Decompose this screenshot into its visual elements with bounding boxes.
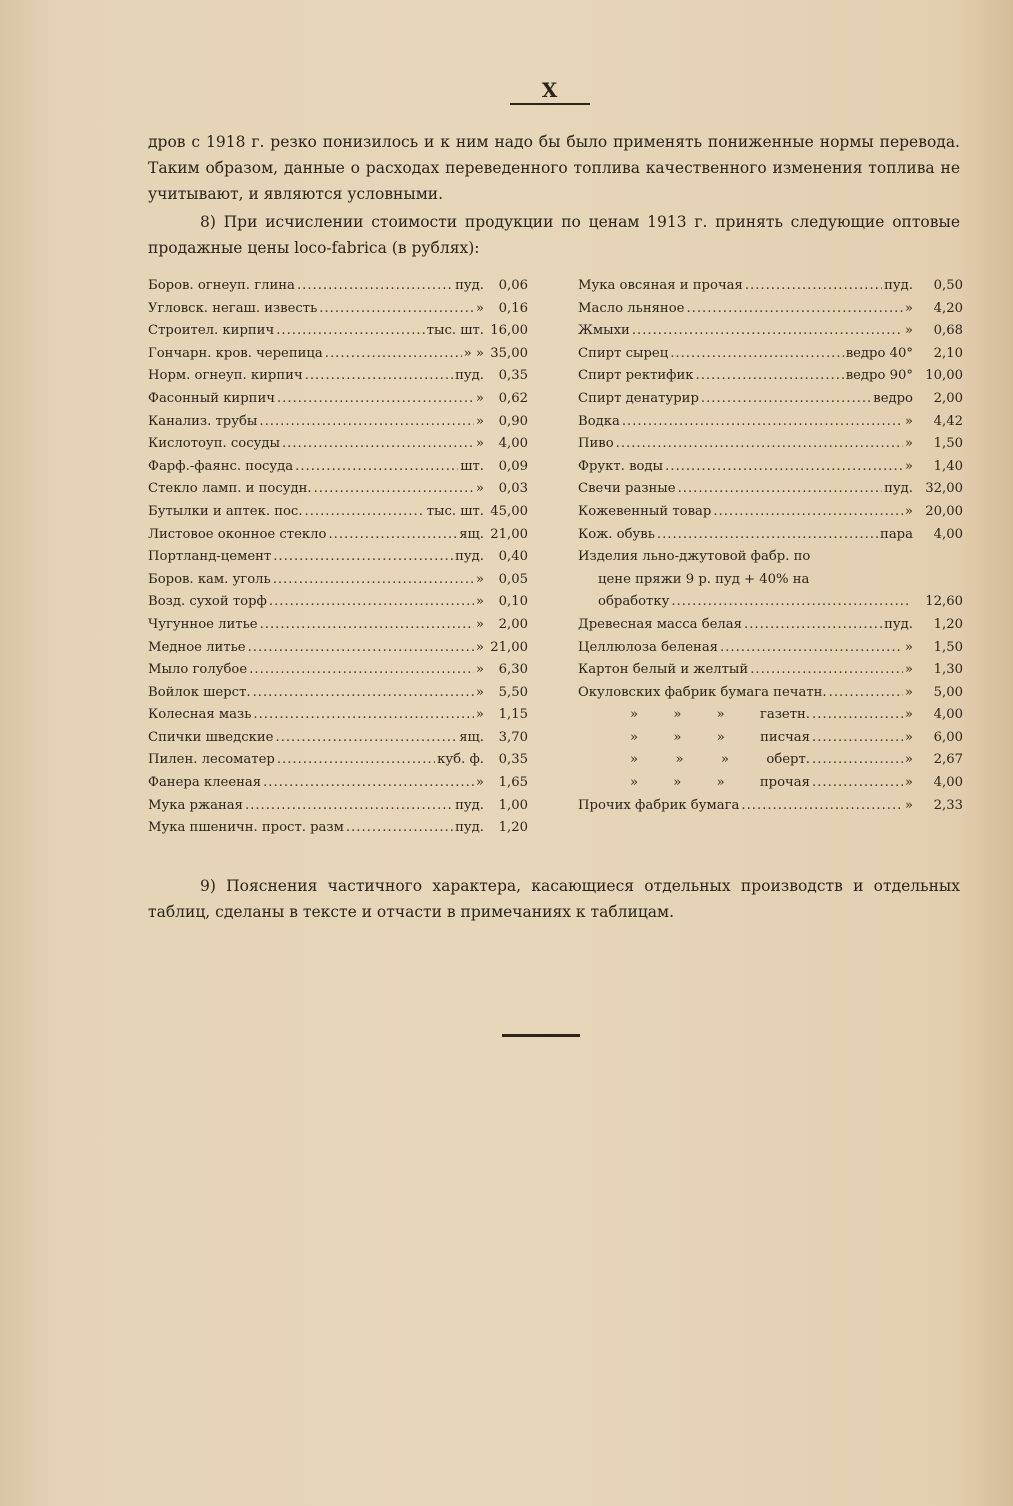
item-unit: » [475,684,484,700]
dot-leader [741,798,903,813]
item-name: Строител. кирпич [148,323,275,339]
item-price: 0,03 [498,481,528,497]
ditto-mark: » [630,707,639,723]
item-price: 1,40 [933,458,963,474]
dot-leader [273,572,474,587]
ditto-mark: » [673,729,682,745]
price-row [148,617,528,640]
price-row [148,707,528,730]
item-name: Боров. кам. уголь [148,571,271,587]
price-row [578,752,963,775]
item-name: Бутылки и аптек. пос. [148,503,303,519]
item-name: Фанера клееная [148,775,262,791]
price-row [578,391,963,414]
dot-leader [328,527,457,542]
price-row [148,368,528,391]
item-price: 5,50 [498,684,528,700]
price-row [148,685,528,708]
item-unit: пуд. [884,616,913,632]
item-unit: » [475,300,484,316]
item-price: 4,00 [933,707,963,723]
item-name: Древесная масса белая [578,616,742,632]
dot-leader [346,820,453,835]
item-price: 20,00 [925,503,963,519]
item-name: Пиво [578,436,614,452]
price-row [148,436,528,459]
price-row [578,707,963,730]
ditto-name [578,730,810,745]
item-name: Листовое оконное стекло [148,526,327,542]
price-row [578,459,963,482]
ditto-mark: » [673,707,682,723]
price-row [148,391,528,414]
item-price: 1,15 [498,707,528,723]
item-name: Спички шведские [148,729,274,745]
item-unit: пуд. [455,278,484,293]
price-row [148,459,528,482]
end-rule [502,1034,580,1037]
item-price: 0,10 [498,594,528,610]
item-price: 1,65 [498,775,528,791]
item-price: 0,62 [498,390,528,406]
price-row [578,798,963,821]
dot-leader [632,323,903,338]
dot-leader [253,707,474,722]
dot-leader [275,730,457,745]
item-unit: куб. ф. [437,752,484,768]
price-row [578,730,963,753]
item-unit: » [904,323,913,339]
price-row [148,549,528,572]
dot-leader [745,278,882,293]
item-name: Окуловских фабрик бумага печатн. [578,684,827,700]
item-unit: пуд. [455,549,484,565]
dot-leader [325,346,462,361]
item-name: Фрукт. воды [578,458,664,474]
item-name: Целлюлоза беленая [578,639,719,655]
price-row [578,436,963,459]
dot-leader [260,617,474,632]
price-row [148,572,528,595]
page-number: X [541,78,559,102]
item-price: 16,00 [490,323,528,339]
dot-leader [686,301,902,316]
item-name: Мука ржаная [148,797,243,813]
item-name: Норм. огнеуп. кирпич [148,368,303,384]
dot-leader [829,685,903,700]
dot-leader [277,391,474,406]
item-price: 1,30 [933,662,963,678]
item-name: оберт. [766,752,810,768]
item-unit: ведро 90° [845,368,913,384]
price-row [578,368,963,391]
item-name: Пилен. лесоматер [148,752,275,768]
price-row [578,301,963,324]
ditto-mark: » [673,775,682,791]
ditto-mark: » [720,752,729,768]
ditto-mark: » [630,752,639,768]
dot-leader [319,301,474,316]
price-list-right [578,278,963,820]
price-list-left [148,278,528,843]
item-price: 4,42 [933,413,963,429]
item-name: Войлок шерст. [148,684,251,700]
item-price: 12,60 [925,594,963,610]
price-row [148,504,528,527]
item-price: 6,00 [933,729,963,745]
item-unit: » » [463,345,484,361]
item-name: Чугунное литье [148,616,258,632]
dot-leader [282,436,474,451]
dot-leader [812,752,903,767]
item-price: 1,20 [933,616,963,632]
item-unit: » [475,639,484,655]
dot-leader [701,391,871,406]
item-unit: » [904,662,913,678]
item-unit: » [475,436,484,452]
price-row [578,346,963,369]
item-price: 2,67 [933,752,963,768]
item-price: 4,00 [933,526,963,542]
price-row [148,775,528,798]
item-name: Кожевенный товар [578,503,712,519]
item-price: 4,20 [933,300,963,316]
item-price: 0,40 [498,549,528,565]
item-price: 0,05 [498,571,528,587]
price-row [148,414,528,437]
item-unit: » [904,729,913,745]
item-name: Угловск. негаш. известь [148,300,318,316]
item-unit: » [904,684,913,700]
price-row [578,549,963,572]
price-row [578,527,963,550]
item-price: 35,00 [490,345,528,361]
item-unit: » [904,752,913,768]
item-price: 2,00 [498,616,528,632]
item-unit: » [904,300,913,316]
item-name: Мука пшеничн. прост. разм [148,820,344,836]
dot-leader [812,707,903,722]
item-unit: пуд. [884,481,913,497]
item-unit: » [475,775,484,791]
price-row [578,640,963,663]
item-name: Портланд-цемент [148,549,272,565]
dot-leader [750,662,903,677]
ditto-mark: » [630,729,639,745]
item-price: 6,30 [498,662,528,678]
price-row [578,414,963,437]
item-name: Спирт сырец [578,345,669,361]
item-unit: ящ. [459,729,484,745]
item-unit: » [475,571,484,587]
price-row [578,572,963,595]
item-unit: » [904,436,913,452]
price-row [148,640,528,663]
item-name: Прочих фабрик бумага [578,797,740,813]
item-unit: » [475,413,484,429]
item-price: 1,50 [933,436,963,452]
item-unit: » [475,481,484,497]
item-price: 21,00 [490,526,528,542]
item-name: Жмыхи [578,323,630,339]
dot-leader [259,414,474,429]
item-price: 4,00 [498,436,528,452]
dot-leader [314,481,474,496]
price-row [148,346,528,369]
item-name: Гончарн. кров. черепица [148,345,323,361]
price-row [148,594,528,617]
item-name: Канализ. трубы [148,413,258,429]
price-row [148,481,528,504]
dot-leader [305,504,425,519]
price-row [148,527,528,550]
item-unit: » [475,390,484,406]
dot-leader [622,414,903,429]
item-unit: » [904,413,913,429]
dot-leader [297,278,453,293]
price-row [148,662,528,685]
price-row [578,504,963,527]
item-unit: тыс. шт. [426,503,484,519]
item-name: Мука овсяная и прочая [578,278,743,293]
dot-leader [305,368,453,383]
item-price: 32,00 [925,481,963,497]
dot-leader [616,436,903,451]
price-row [148,752,528,775]
dot-leader [269,594,474,609]
price-row [578,685,963,708]
item-name: обработку [598,594,670,610]
item-name: Изделия льно-джутовой фабр. по [578,549,811,565]
paragraph-continued: дров с 1918 г. резко понизилось и к ним надо бы было применять пониженные нормы перевода. Таким образом, данные о расходах переведенного топлива качественного изменения топлива не учитывают, и являются условными. [148,133,960,203]
item-name: Колесная мазь [148,707,252,723]
item-name: Масло льняное [578,300,685,316]
item-name: Боров. огнеуп. глина [148,278,295,293]
item-unit: » [904,707,913,723]
item-unit: ящ. [459,526,484,542]
item-unit: » [475,662,484,678]
item-unit: » [475,594,484,610]
ditto-mark: » [716,775,725,791]
price-row [578,594,963,617]
item-price: 0,09 [498,458,528,474]
item-price: 10,00 [925,368,963,384]
item-name: Кислотоуп. сосуды [148,436,280,452]
item-price: 1,00 [498,797,528,813]
item-price: 45,00 [490,503,528,519]
ditto-name [578,752,810,767]
item-name: Водка [578,413,620,429]
item-name: цене пряжи 9 р. пуд + 40% на [598,571,810,587]
price-row [578,323,963,346]
price-row [148,730,528,753]
item-price: 0,50 [933,278,963,293]
dot-leader [276,323,424,338]
item-name: Возд. сухой торф [148,594,267,610]
item-name: Стекло ламп. и посудн. [148,481,312,497]
ditto-mark: » [630,775,639,791]
item-price: 2,00 [933,390,963,406]
price-row [578,278,963,301]
item-name: Спирт денатурир [578,390,699,406]
item-unit: » [904,639,913,655]
item-price: 0,16 [498,300,528,316]
item-unit: шт. [460,458,484,474]
item-price: 1,50 [933,639,963,655]
dot-leader [812,730,903,745]
dot-leader [273,549,453,564]
item-price: 0,06 [498,278,528,293]
item-unit: ведро 40° [845,345,913,361]
item-price: 2,10 [933,345,963,361]
item-name: Спирт ректифик [578,368,694,384]
dot-leader [713,504,903,519]
price-row [578,775,963,798]
dot-leader [671,594,911,609]
item-name: писчая [760,729,810,745]
item-name: Свечи разные [578,481,676,497]
dot-leader [657,527,878,542]
header-rule [510,103,590,105]
item-name: Мыло голубое [148,662,248,678]
dot-leader [248,640,474,655]
paragraph-8: 8) При исчислении стоимости продукции по ценам 1913 г. принять следующие оптовые продажные цены loco-fabrica (в рублях): [148,213,960,257]
dot-leader [744,617,882,632]
item-name: Медное литье [148,639,246,655]
item-price: 5,00 [933,684,963,700]
price-row [578,662,963,685]
item-unit: пара [880,526,913,542]
item-unit: ведро [873,390,913,406]
dot-leader [295,459,458,474]
item-name: газетн. [759,707,810,723]
item-unit: » [904,503,913,519]
item-price: 4,00 [933,775,963,791]
item-name: Картон белый и желтый [578,662,749,678]
ditto-mark: » [716,729,725,745]
dot-leader [665,459,903,474]
item-price: 1,20 [498,820,528,836]
ditto-name [578,775,810,790]
item-unit: » [904,775,913,791]
dot-leader [670,346,843,361]
price-row [148,820,528,843]
item-price: 0,35 [498,368,528,384]
item-name: прочая [759,775,810,791]
item-price: 0,68 [933,323,963,339]
item-price: 0,35 [498,752,528,768]
price-row [578,617,963,640]
item-unit: » [475,616,484,632]
price-row [148,301,528,324]
item-name: Фарф.-фаянс. посуда [148,458,294,474]
item-price: 21,00 [490,639,528,655]
ditto-mark: » [675,752,684,768]
item-price: 0,90 [498,413,528,429]
item-unit: » [904,458,913,474]
paragraph-9: 9) Пояснения частичного характера, касающиеся отдельных производств и отдельных таблиц, сделаны в тексте и отчасти в примечаниях к таблицам. [148,877,960,921]
dot-leader [245,798,453,813]
price-row [148,798,528,821]
dot-leader [720,640,903,655]
price-row [578,481,963,504]
dot-leader [263,775,474,790]
item-name: Фасонный кирпич [148,390,275,406]
item-unit: пуд. [884,278,913,293]
dot-leader [249,662,474,677]
item-unit: » [904,797,913,813]
dot-leader [277,752,435,767]
price-row [148,278,528,301]
dot-leader [812,775,903,790]
item-unit: пуд. [455,368,484,384]
item-unit: тыс. шт. [426,323,484,339]
ditto-mark: » [716,707,725,723]
item-price: 3,70 [498,729,528,745]
item-name: Кож. обувь [578,526,655,542]
item-unit: пуд. [455,820,484,836]
price-row [148,323,528,346]
dot-leader [253,685,474,700]
item-price: 2,33 [933,797,963,813]
item-unit: » [475,707,484,723]
dot-leader [678,481,883,496]
ditto-name [578,707,810,722]
item-unit: пуд. [455,797,484,813]
dot-leader [696,368,844,383]
